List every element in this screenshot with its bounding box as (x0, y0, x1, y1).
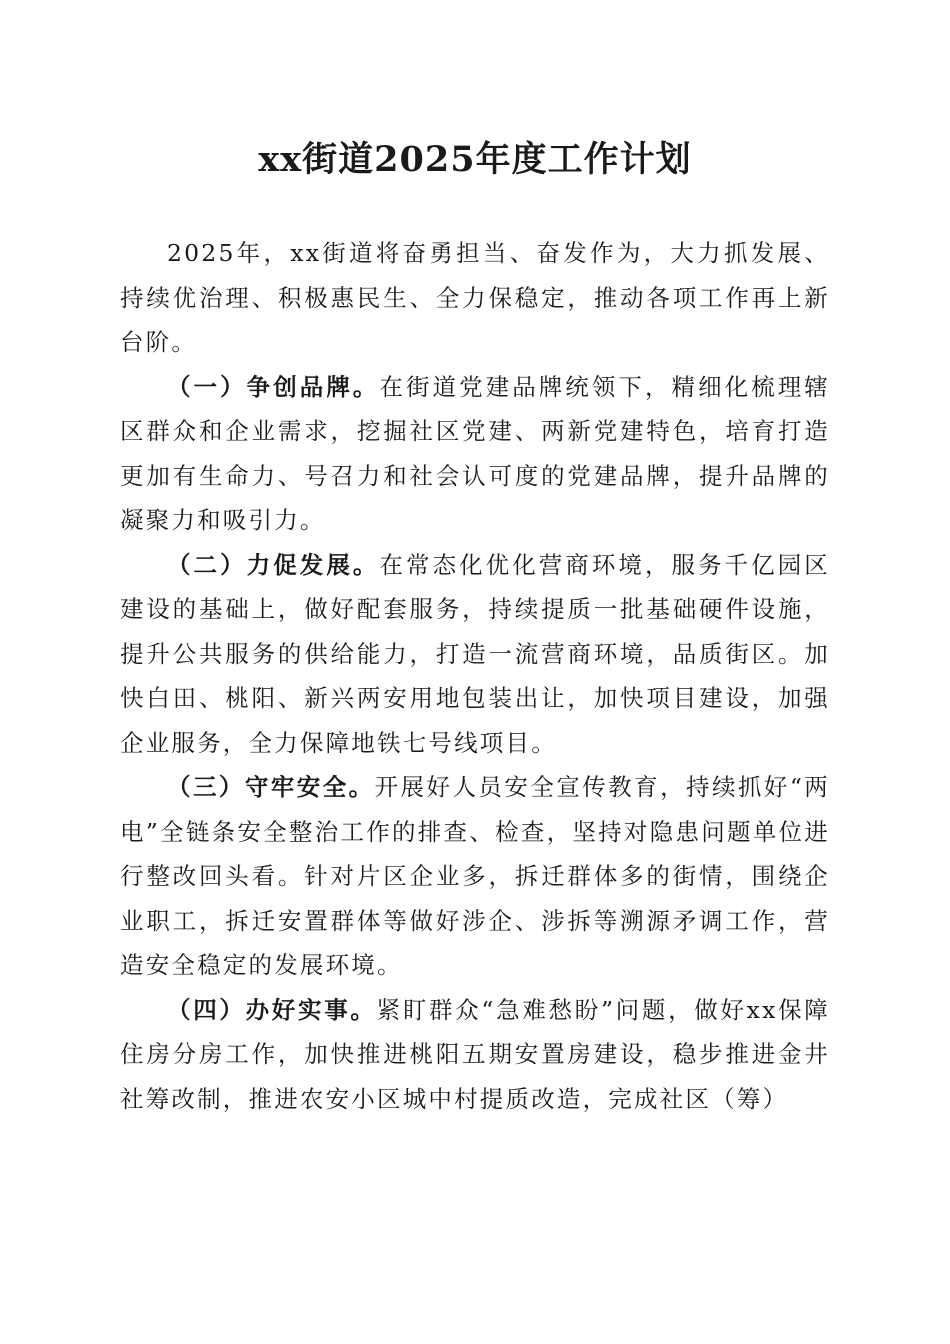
section-heading-2: （二）力促发展。 (167, 550, 380, 579)
section-paragraph-3 (120, 765, 830, 988)
document-body (120, 231, 830, 1121)
section-heading-3: （三）守牢安全。 (167, 773, 375, 801)
section-heading-1: （一）争创品牌。 (167, 372, 380, 401)
intro-paragraph: 2025年，xx街道将奋勇担当、奋发作为，大力抓发展、持续优治理、积极惠民生、全力保稳定，推动各项工作再上新台阶。 (120, 239, 830, 356)
document-title: xx街道2025年度工作计划 (258, 139, 692, 180)
section-paragraph-4 (120, 988, 830, 1122)
section-body-4: 紧盯群众“急难愁盼”问题，做好xx保障住房分房工作，加快推进桃阳五期安置房建设，稳步推进金井社筹改制，推进农安小区城中村提质改造，完成社区（筹） (120, 995, 830, 1113)
section-paragraph-1 (120, 365, 830, 543)
section-heading-4: （四）办好实事。 (167, 995, 377, 1024)
section-body-2: 在常态化优化营商环境，服务千亿园区建设的基础上，做好配套服务，持续提质一批基础硬件设施，提升公共服务的供给能力，打造一流营商环境，品质街区。加快白田、桃阳、新兴两安用地包装出让，加快项目建设，加强企业服务，全力保障地铁七号线项目。 (120, 550, 830, 757)
section-body-1: 在街道党建品牌统领下，精细化梳理辖区群众和企业需求，挖掘社区党建、两新党建特色，培育打造更加有生命力、号召力和社会认可度的党建品牌，提升品牌的凝聚力和吸引力。 (120, 372, 830, 534)
section-body-3: 开展好人员安全宣传教育，持续抓好“两电”全链条安全整治工作的排查、检查，坚持对隐患问题单位进行整改回头看。针对片区企业多，拆迁群体多的街情，围绕企业职工，拆迁安置群体等做好涉企、涉拆等溯源矛调工作，营造安全稳定的发展环境。 (120, 773, 830, 979)
section-paragraph-2 (120, 543, 830, 766)
